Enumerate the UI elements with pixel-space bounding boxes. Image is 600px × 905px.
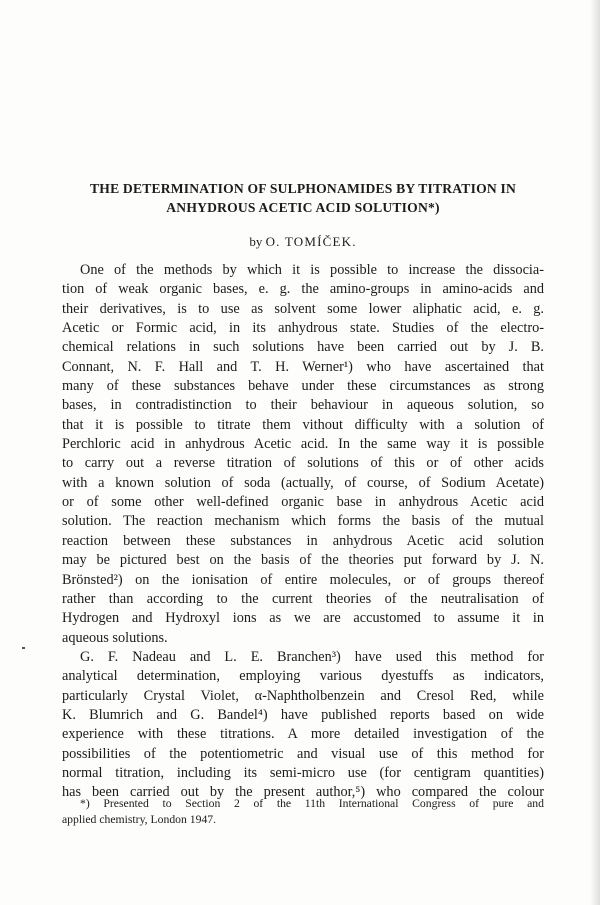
body-line: analytical determination, employing various dyestuffs as indicators, xyxy=(62,668,544,685)
body-line: Connant, N. F. Hall and T. H. Werner¹) who have ascertained that xyxy=(62,358,544,375)
body-line: possibilities of the potentiometric and visual use of this method for xyxy=(62,745,544,762)
body-line: One of the methods by which it is possible to increase the dissocia- xyxy=(80,262,544,278)
footnote xyxy=(62,796,544,828)
body-line: Hydrogen and Hydroxyl ions as we are accustomed to assume it in xyxy=(62,610,544,627)
body-line: chemical relations in such solutions have been carried out by J. B. xyxy=(62,339,544,356)
title-line-2: ANHYDROUS ACETIC ACID SOLUTION*) xyxy=(166,200,440,215)
body-line: K. Blumrich and G. Bandel⁴) have published reports based on wide xyxy=(62,706,544,723)
body-line: reaction between these substances in anhydrous Acetic acid solution xyxy=(62,532,544,549)
body-line: with a known solution of soda (actually, of course, of Sodium Acetate) xyxy=(62,474,544,491)
body-line: has been carried out by the present author,⁵) who compared the colour xyxy=(62,784,544,801)
scan-margin-mark xyxy=(22,647,25,649)
body-line: Brönsted²) on the ionisation of entire molecules, or of groups thereof xyxy=(62,571,544,588)
body-line: experience with these titrations. A more detailed investigation of the xyxy=(62,726,544,743)
author-byline xyxy=(60,234,546,250)
body-line: Acetic or Formic acid, in its anhydrous state. Studies of the electro- xyxy=(62,320,544,337)
article-body xyxy=(62,261,544,803)
body-line: particularly Crystal Violet, α-Naphtholbenzein and Cresol Red, while xyxy=(62,687,544,704)
body-line: tion of weak organic bases, e. g. the amino-groups in amino-acids and xyxy=(62,281,544,298)
footnote-line: applied chemistry, London 1947. xyxy=(62,813,217,826)
body-line: G. F. Nadeau and L. E. Branchen³) have used this method for xyxy=(80,648,544,665)
body-line: bases, in contradistinction to their behaviour in aqueous solution, so xyxy=(62,397,544,414)
title-line-1: THE DETERMINATION OF SULPHONAMIDES BY TITRATION IN xyxy=(90,181,516,196)
byline-prefix: by xyxy=(249,234,263,249)
body-line: rather than according to the current theories of the neutralisation of xyxy=(62,590,544,607)
body-line: solution. The reaction mechanism which forms the basis of the mutual xyxy=(62,513,544,530)
body-line: to carry out a reverse titration of solutions of this or of other acids xyxy=(62,455,544,472)
page-edge-shadow xyxy=(590,0,600,905)
body-line: may be pictured best on the basis of the theories put forward by J. N. xyxy=(62,552,544,569)
body-line: or of some other well-defined organic base in anhydrous Acetic acid xyxy=(62,494,544,511)
body-line: Perchloric acid in anhydrous Acetic acid. In the same way it is possible xyxy=(62,436,544,453)
article-title xyxy=(60,179,546,217)
body-line: many of these substances behave under these circumstances as strong xyxy=(62,378,544,395)
body-line: that it is possible to titrate them vithout difficulty with a solution of xyxy=(62,416,544,433)
author-name: O. TOMÍČEK. xyxy=(265,234,357,249)
body-line: aqueous solutions. xyxy=(62,629,168,646)
body-line: normal titration, including its semi-micro use (for centigram quantities) xyxy=(62,764,544,781)
footnote-line: *) Presented to Section 2 of the 11th International Congress of pure and xyxy=(80,797,544,810)
body-line: their derivatives, is to use as solvent some lower aliphatic acid, e. g. xyxy=(62,300,544,317)
